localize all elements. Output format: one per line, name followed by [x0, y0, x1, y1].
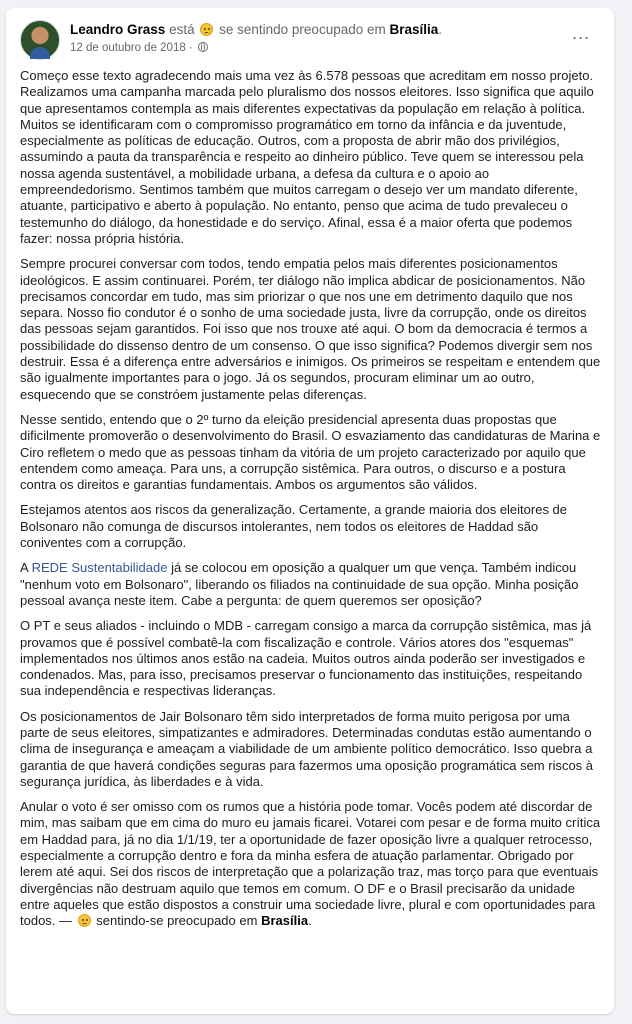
- more-options-button[interactable]: ...: [571, 23, 590, 43]
- final-feeling: sentindo-se preocupado em: [96, 913, 258, 929]
- location-link[interactable]: Brasília: [389, 22, 439, 37]
- post-paragraph: Estejamos atentos aos riscos da generalização. Certamente, a grande maioria dos eleitores de Bolsonaro não comunga de discursos intolerantes, nem todos os eleitores de Haddad são coniventes com a corrupção.: [20, 502, 568, 551]
- author-name[interactable]: Leandro Grass: [70, 22, 166, 37]
- post-paragraph: Começo esse texto agradecendo mais uma vez às 6.578 pessoas que acreditam em nosso projeto. Realizamos uma campanha marcada pelo pluralismo dos nossos eleitores. Isso significa que aquilo que apresentamos contempla as mais diferentes expectativas da população em relação à política. Muitos se identificaram com o compromisso programático em torno da infância e da juventude, especialmente as políticas de educação. Outros, com a proposta de abrir mão dos privilégios, assumindo a pauta da transparência e respeito ao dinheiro público. Teve quem se interessou pela nossa agenda sustentável, a mobilidade urbana, a defesa da cultura e o apoio ao empreendedorismo. Sentimos também que muitos carregam o desejo ver um mandato diferente, atuante, participativo e aberto à população. No entanto, penso que acima de tudo prevaleceu o testemunho do diálogo, da honestidade e do serviço. Afinal, essa é a maior oferta que podemos fazer: nossa própria história.: [20, 68, 594, 246]
- post-date[interactable]: 12 de outubro de 2018 ·: [70, 42, 193, 54]
- post-paragraph: O PT e seus aliados - incluindo o MDB - carregam consigo a marca da corrupção sistêmica, mas já provamos que é possível combatê-la com fiscalização e controle. Vários atores dos "esquemas" implementados nos últimos anos estão na cadeia. Muitos outros ainda poderão ser investigados e condenados. Mas, para isso, precisamos preservar o funcionamento das instituições, respeitando sua independência e respectivas lideranças.: [20, 618, 592, 699]
- final-text: Anular o voto é ser omisso com os rumos que a história pode tomar. Vocês podem até discordar de mim, mas saibam que em cima do muro eu jamais ficarei. Votarei com pesar e de forma muito crítica em Haddad para, já no dia 1/1/19, ter a oportunidade de fazer oposição livre a qualquer retrocesso, especialmente a corrupção dentro e fora da minha esfera de atuação parlamentar. Obrigado por lerem até aqui. Sei dos riscos de interpretação que a polarização traz, mas torço para que eventuais divergências não destruam aquilo que temos em comum. O DF e o Brasil precisarão da unidade entre aqueles que estão dispostos a construir uma sociedade livre, plural e com oportunidades para todos. —: [20, 799, 601, 929]
- rede-prefix: A: [20, 560, 28, 576]
- feeling-text: se sentindo preocupado em: [219, 22, 386, 37]
- post-header-line: [70, 22, 442, 37]
- worried-face-icon: [78, 914, 91, 927]
- post-paragraph: Sempre procurei conversar com todos, tendo empatia pelos mais diferentes posicionamentos ideológicos. E assim continuarei. Porém, ter diálogo não implica abdicar de posicionamentos. Não precisamos concordar em tudo, mas sim priorizar o que nos une em detrimento daquilo que nos separa. Nosso fio condutor é o sonho de uma sociedade justa, livre da corrupção, onde os direitos das pessoas sejam garantidos. Foi isso que nos trouxe até aqui. O bom da democracia é termos a possibilidade do dissenso dentro de um consenso. O que isso significa? Podemos divergir sem nos destruir. Essa é a diferença entre adversários e inimigos. Os primeiros se respeitam e entendem que são igualmente importantes para o jogo. Já os segundos, procuram eliminar um ao outro, esquecendo que se constróem justamente pelas diferenças.: [20, 256, 601, 402]
- post-paragraph: Nesse sentido, entendo que o 2º turno da eleição presidencial apresenta duas propostas que dificilmente promoverão o desenvolvimento do Brasil. O esvaziamento das candidaturas de Marina e Ciro refletem o medo que as pessoas tinham da vitória de um projeto caracterizado por aquilo que entendem como ameaça. Para uns, a corrupção sistêmica. Para outros, o discurso e a postura contra os direitos e garantias fundamentais. Ambos os argumentos são válidos.: [20, 411, 601, 493]
- post-header: [20, 18, 600, 62]
- post-card: [6, 8, 614, 1014]
- worried-face-icon: [200, 23, 213, 36]
- post-meta: [70, 42, 208, 54]
- feeling-prefix: está: [169, 22, 195, 37]
- rede-sustentabilidade-link[interactable]: REDE Sustentabilidade: [31, 560, 168, 576]
- feeling-suffix: .: [438, 22, 443, 37]
- post-paragraph-final: [20, 799, 602, 929]
- globe-icon: [198, 42, 208, 52]
- final-suffix: .: [308, 913, 312, 929]
- post-paragraph-rede: [20, 560, 602, 609]
- post-paragraph: Os posicionamentos de Jair Bolsonaro têm sido interpretados de forma muito perigosa por uma parte de seus eleitores, simpatizantes e admiradores. Determinadas condutas estão aumentando o clima de insegurança e ameaçam a viabilidade de um ambiente político democrático. Isso quebra a garantia de que haverá condições seguras para fazermos uma oposição programática sem riscos à segurança jurídica, às liberdades e à vida.: [20, 708, 594, 789]
- post-body: [20, 68, 602, 939]
- rede-text: já se colocou em oposição a qualquer um que vença. Também indicou "nenhum voto em Bolsonaro", liberando os filiados na continuidade de sua opção. Minha posição pessoal avança neste item. Cabe a pergunta: de quem queremos ser oposição?: [20, 560, 579, 608]
- final-location-link[interactable]: Brasília: [261, 913, 309, 929]
- avatar[interactable]: [20, 20, 60, 60]
